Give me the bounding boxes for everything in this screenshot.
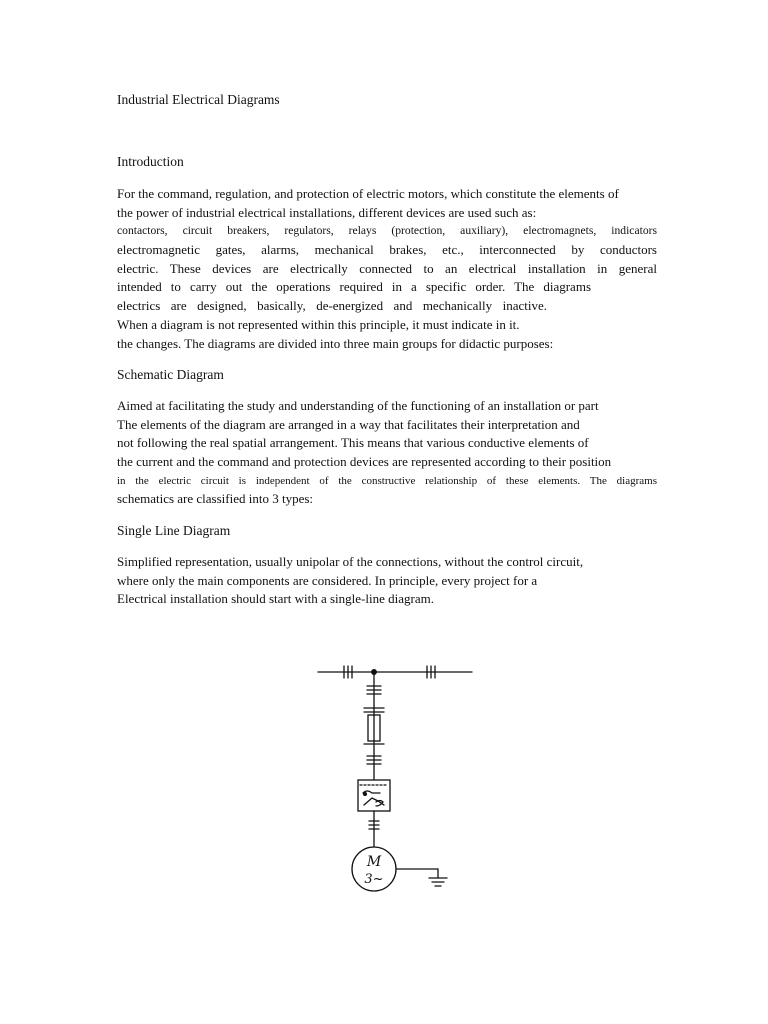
introduction-paragraph bbox=[117, 185, 657, 353]
motor-label-bottom: 3~ bbox=[364, 872, 384, 887]
paragraph-line: not following the real spatial arrangement. This means that various conductive elements of bbox=[117, 435, 589, 451]
paragraph-line: where only the main components are considered. In principle, every project for a bbox=[117, 572, 538, 588]
section-heading-schematic: Schematic Diagram bbox=[117, 367, 224, 382]
schematic-paragraph bbox=[117, 397, 657, 509]
single-line-paragraph bbox=[117, 553, 657, 609]
paragraph-line: electric. These devices are electrically connected to an electrical installation in general bbox=[117, 260, 657, 276]
paragraph-line: the power of industrial electrical installations, different devices are used such as: bbox=[117, 204, 537, 220]
ground-icon bbox=[429, 878, 447, 886]
paragraph-line: the changes. The diagrams are divided into three main groups for didactic purposes: bbox=[117, 335, 554, 351]
document-title: Industrial Electrical Diagrams bbox=[117, 92, 280, 107]
paragraph-line: For the command, regulation, and protection of electric motors, which constitute the elements of bbox=[117, 186, 619, 201]
section-heading-single-line: Single Line Diagram bbox=[117, 523, 231, 538]
contactor-relay-symbol bbox=[358, 780, 390, 811]
paragraph-line: electrics are designed, basically, de-energized and mechanically inactive. bbox=[117, 298, 547, 314]
paragraph-line: When a diagram is not represented within this principle, it must indicate in it. bbox=[117, 316, 520, 332]
paragraph-line: schematics are classified into 3 types: bbox=[117, 491, 314, 507]
paragraph-line: in the electric circuit is independent of the constructive relationship of these elements. The diagrams bbox=[117, 474, 657, 487]
paragraph-line: electromagnetic gates, alarms, mechanical brakes, etc., interconnected by conductors bbox=[117, 242, 657, 258]
paragraph-line: Simplified representation, usually unipolar of the connections, without the control circuit, bbox=[117, 554, 584, 569]
paragraph-line: contactors, circuit breakers, regulators, relays (protection, auxiliary), electromagnets, indicators bbox=[117, 224, 657, 238]
paragraph-line: Electrical installation should start with a single-line diagram. bbox=[117, 591, 434, 607]
motor-label-top: M bbox=[366, 854, 382, 870]
paragraph-line: intended to carry out the operations required in a specific order. The diagrams bbox=[117, 279, 591, 295]
single-line-diagram-figure bbox=[310, 655, 480, 895]
paragraph-line: The elements of the diagram are arranged in a way that facilitates their interpretation and bbox=[117, 416, 580, 432]
paragraph-line: Aimed at facilitating the study and understanding of the functioning of an installation or part bbox=[117, 398, 599, 413]
section-heading-introduction: Introduction bbox=[117, 154, 184, 169]
paragraph-line: the current and the command and protection devices are represented according to their position bbox=[117, 454, 612, 470]
